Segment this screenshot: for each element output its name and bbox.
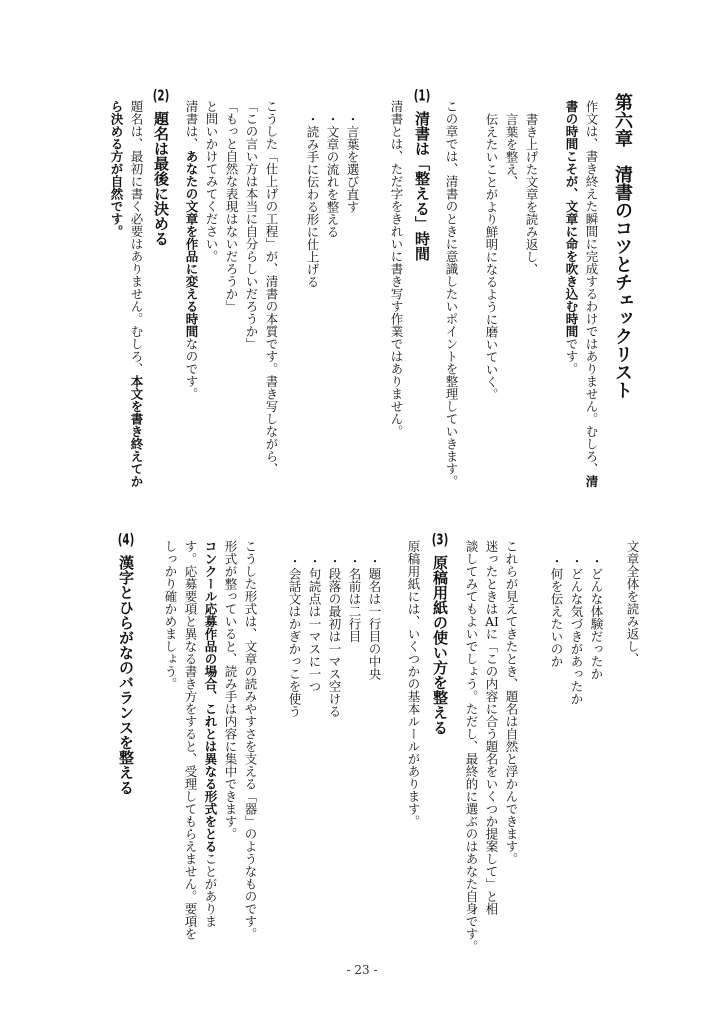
section-number: (1) <box>413 88 431 103</box>
body-line: と問いかけてみてください。 <box>204 100 219 263</box>
body-emphasis: あなたの文章を作品に変える時間 <box>184 150 199 338</box>
body-line: 文章全体を読み返し、 <box>625 540 640 665</box>
body-line: 談してみてもよいでしょう。ただし、最終的に選ぶのはあなた自身です。 <box>464 540 479 953</box>
section-heading <box>114 530 138 960</box>
body-text: ことがありま <box>203 852 218 928</box>
bullet-item: ・読み手に伝わる形に仕上げる <box>305 113 320 288</box>
section-title: 題名は最後に決める <box>152 111 170 246</box>
section-intro <box>106 86 126 516</box>
body-line: 形式が整っていると、読み手は内容に集中できます。 <box>223 540 238 840</box>
body-line: これらが見えてきたとき、題名は自然と浮かんできます。 <box>504 540 519 865</box>
lead-line <box>581 86 601 516</box>
refrain-line: 伝えたいことがより鮮明になるように磨いていく。 <box>484 113 499 401</box>
body-text: に「この内容に合う題名をいくつか提案して」と相 <box>484 627 499 915</box>
bullet-item: ・どんな気づきがあったか <box>569 555 584 705</box>
body-line: こうした形式は、文章の読みやすさを支える「器」のようなものです。 <box>243 540 258 940</box>
page-number: - 23 - <box>346 963 378 977</box>
bullet-item: ・会話文はかぎかっこを使う <box>287 555 302 718</box>
section-heading <box>410 86 434 516</box>
lower-text-block <box>114 530 642 960</box>
bullet-item: ・段落の最初は一マス空ける <box>327 555 342 718</box>
bullet-item: ・題名は一行目の中央 <box>367 555 382 680</box>
section-title: 漢字とひらがなのバランスを整える <box>117 555 135 795</box>
body-line: す。応募要項と異なる書き方をすると、受理してもらえません。要項を <box>183 540 198 940</box>
section-intro <box>126 86 146 516</box>
section-heading <box>428 530 452 960</box>
section-number: (4) <box>117 532 135 547</box>
lead-text: 作文は、書き終えた瞬間に完成するわけではありません。むしろ、 <box>584 100 599 475</box>
bullet-item: ・どんな体験だったか <box>589 555 604 680</box>
body-line: しっかり確かめましょう。 <box>163 540 178 690</box>
body-text: AI <box>485 615 499 628</box>
body-line: 「もっと自然な表現はないだろうか」 <box>224 100 239 313</box>
upper-text-block <box>106 86 636 516</box>
body-line <box>181 86 201 516</box>
bullet-item: ・文章の流れを整える <box>325 113 340 238</box>
body-text: 迷ったときは <box>484 540 499 615</box>
body-emphasis: コンクール応募作品の場合、これとは異なる形式をとる <box>203 540 218 853</box>
body-text: 清書は、 <box>184 100 199 150</box>
refrain-line: 言葉を整え、 <box>504 113 519 188</box>
body-emphasis: 本文を書き終えてか <box>129 375 144 488</box>
section-number: (3) <box>431 532 449 547</box>
section-intro: 清書とは、ただ字をきれいに書き写す作業ではありません。 <box>389 100 404 438</box>
bullet-item: ・何を伝えたいのか <box>549 555 564 668</box>
body-line: こうした「仕上げの工程」が、清書の本質です。書き写しながら、 <box>264 100 279 475</box>
section-intro: 原稿用紙には、いくつかの基本ルールがあります。 <box>406 540 421 828</box>
body-line <box>200 530 220 960</box>
section-title: 清書は「整える」時間 <box>413 111 431 261</box>
refrain-line: 書き上げた文章を読み返し、 <box>524 113 539 276</box>
section-number: (2) <box>152 88 170 103</box>
chapter-overview: この章では、清書のときに意識したいポイントを整理していきます。 <box>444 100 459 488</box>
body-text: なのです。 <box>184 337 199 400</box>
body-text: 題名は、最初に書く必要はありません。むしろ、 <box>129 100 144 375</box>
body-line <box>481 530 501 960</box>
chapter-title: 第六章 清書のコツとチェックリスト <box>612 93 633 399</box>
bullet-item: ・句読点は一マスに一つ <box>307 555 322 693</box>
lead-emphasis: 書の時間こそが、文章に命を吹き込む時間 <box>564 100 579 338</box>
bullet-item: ・名前は二行目 <box>347 555 362 643</box>
section-heading <box>149 86 173 516</box>
body-line: 「この言い方は本当に自分らしいだろうか」 <box>244 100 259 350</box>
lead-line <box>561 86 581 516</box>
section-title: 原稿用紙の使い方を整える <box>431 555 449 735</box>
body-emphasis: ら決める方が自然です。 <box>109 100 124 238</box>
lead-text: です。 <box>564 337 579 375</box>
lead-emphasis: 清 <box>584 475 599 488</box>
bullet-item: ・言葉を選び直す <box>345 113 360 213</box>
